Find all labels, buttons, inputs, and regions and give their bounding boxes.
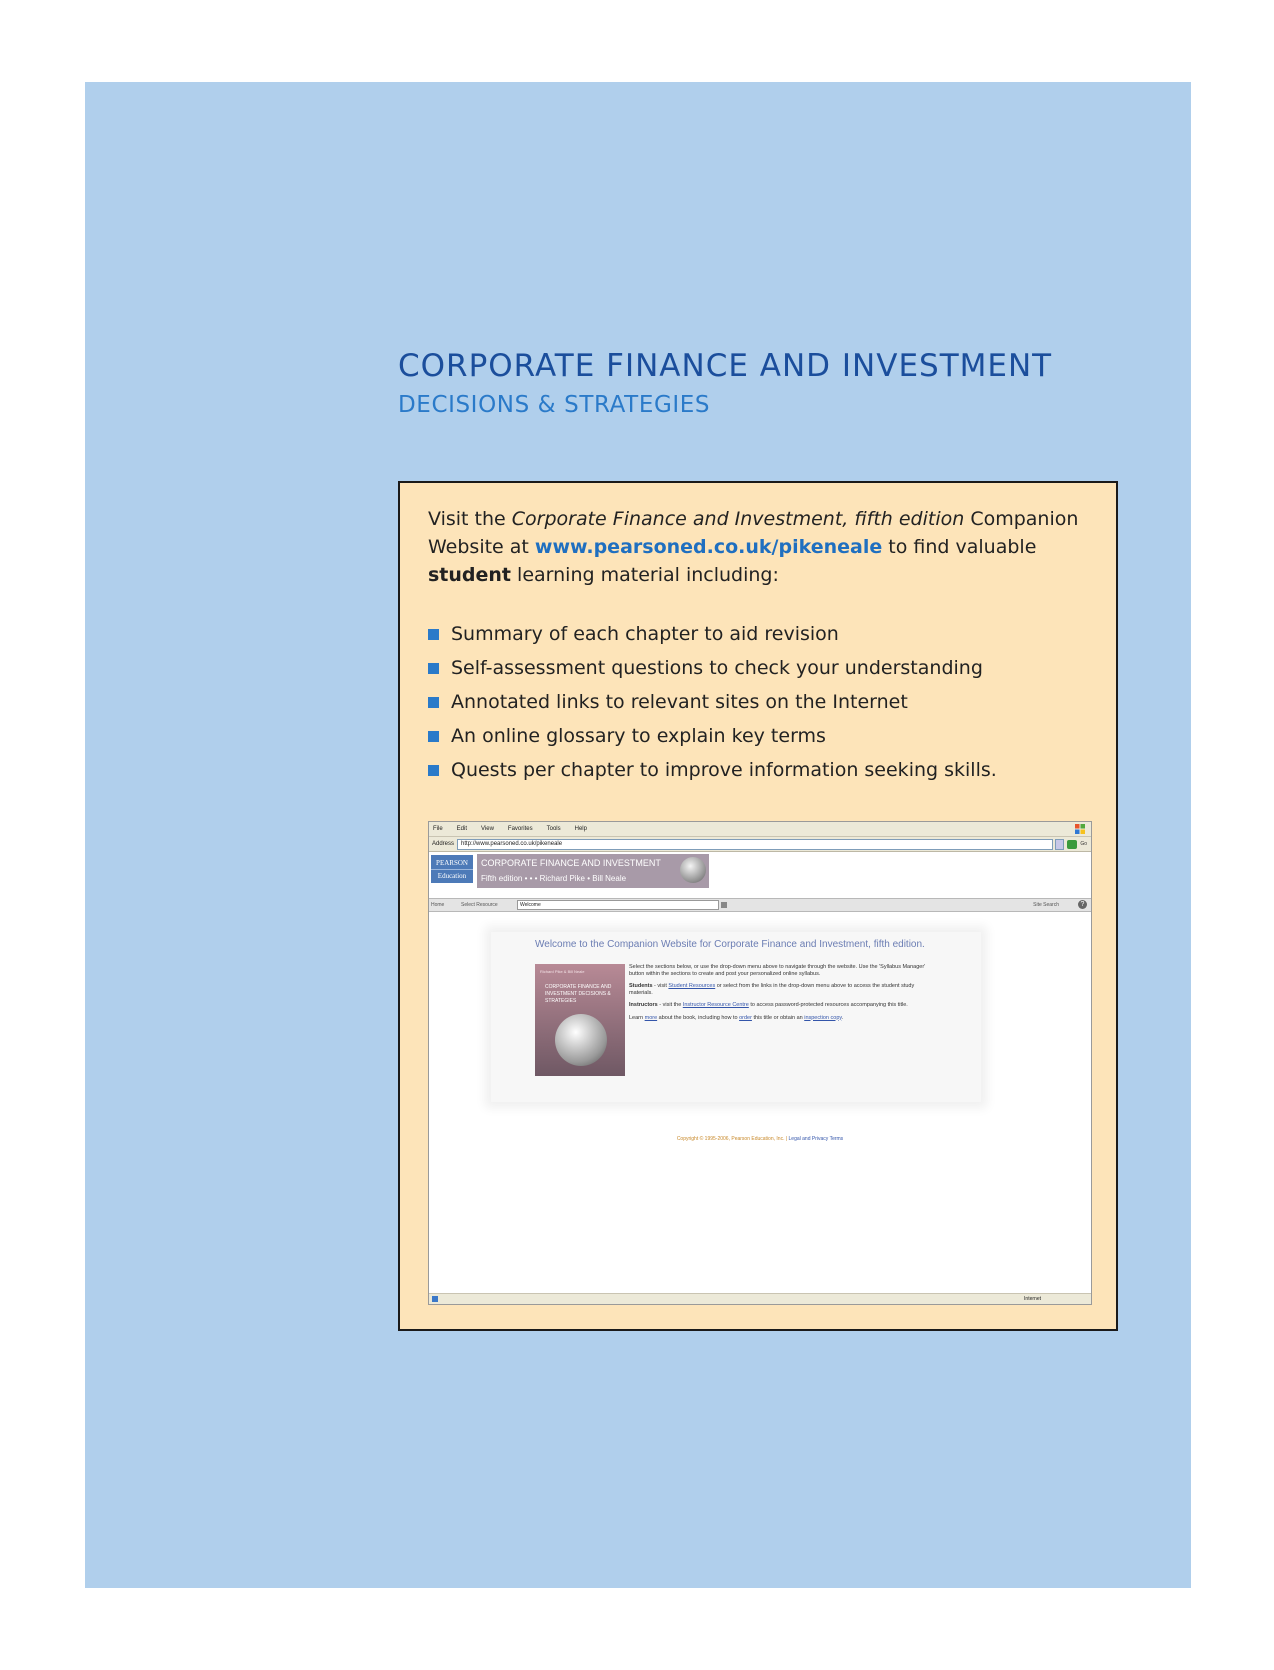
list-item: [428, 719, 1088, 753]
help-icon[interactable]: ?: [1078, 900, 1087, 909]
page-title: CORPORATE FINANCE AND INVESTMENT: [398, 348, 1053, 384]
windows-logo-icon: [1075, 824, 1085, 834]
bullet-square-icon: [428, 629, 439, 640]
list-item: [428, 685, 1088, 719]
more-link[interactable]: more: [644, 1014, 658, 1021]
intro-to-find: to find valuable: [882, 536, 1037, 558]
instructors-pre: - visit the: [657, 1002, 683, 1008]
bullet-square-icon: [428, 731, 439, 742]
menu-favorites[interactable]: Favorites: [507, 826, 533, 832]
list-item-text: An online glossary to explain key terms: [451, 725, 826, 747]
banner-subtitle: Fifth edition • • • Richard Pike • Bill Neale: [481, 874, 627, 883]
intro-text: [428, 505, 1088, 589]
intro-student: student: [428, 564, 512, 586]
pearson-logo-top: PEARSON: [431, 857, 473, 870]
menu-tools[interactable]: Tools: [546, 826, 561, 832]
menu-file[interactable]: File: [433, 826, 443, 832]
instructors-post: to access password-protected resources accompanying this title.: [748, 1002, 908, 1008]
bullet-square-icon: [428, 663, 439, 674]
copyright-text: Copyright © 1995-2006, Pearson Education, Inc. |: [676, 1136, 789, 1142]
page-subtitle: DECISIONS & STRATEGIES: [398, 392, 711, 418]
list-item: [428, 651, 1088, 685]
inspection-copy-link[interactable]: inspection copy: [804, 1014, 842, 1021]
students-pre: - visit: [652, 983, 669, 989]
learn-mid2: this title or obtain an: [751, 1014, 805, 1021]
students-post: or select from the links in the drop-down menu above to access the student study materials.: [629, 983, 915, 996]
address-dropdown-icon[interactable]: [1055, 839, 1064, 850]
resource-select[interactable]: Welcome: [517, 900, 719, 910]
address-bar: [429, 837, 1091, 852]
site-navbar: [429, 898, 1091, 912]
learn-mid: about the book, including how to: [657, 1014, 740, 1021]
security-zone: Internet: [1024, 1296, 1041, 1302]
browser-statusbar: [429, 1293, 1091, 1304]
intro-visit: Visit the: [428, 508, 512, 530]
learn-pre: Learn: [629, 1014, 645, 1021]
pearson-logo[interactable]: [431, 855, 473, 883]
instructors-label: Instructors: [629, 1002, 658, 1008]
list-item-text: Quests per chapter to improve information seeking skills.: [451, 759, 997, 781]
menu-help[interactable]: Help: [574, 826, 587, 832]
menu-edit[interactable]: Edit: [456, 826, 468, 832]
learn-end: .: [841, 1014, 844, 1021]
go-button[interactable]: Go: [1080, 841, 1087, 847]
welcome-panel: [491, 932, 981, 1102]
address-input[interactable]: http://www.pearsoned.co.uk/pikeneale: [457, 839, 1053, 850]
welcome-paragraph: Select the sections below, or use the drop-down menu above to navigate through the website. Use the 'Syllabus Manager' button within the sections to create and post your personalized online syllabus.: [629, 964, 926, 977]
list-item-text: Self-assessment questions to check your understanding: [451, 657, 983, 679]
intro-companion: Companion Website at: [428, 508, 1079, 558]
list-item: [428, 753, 1088, 787]
intro-book-title: Corporate Finance and Investment, fifth edition: [511, 508, 965, 530]
menu-view[interactable]: View: [481, 826, 494, 832]
cover-title: CORPORATE FINANCE AND INVESTMENT DECISIONS & STRATEGIES: [545, 984, 612, 1004]
learn-paragraph: [629, 1015, 939, 1022]
pearson-logo-bottom: Education: [437, 872, 467, 880]
copyright-footer: [429, 1136, 1091, 1142]
home-button[interactable]: Home: [431, 902, 445, 908]
go-arrow-icon[interactable]: [1067, 840, 1077, 849]
page-status-icon: [432, 1296, 438, 1302]
crystal-ball-icon: [680, 857, 706, 883]
companion-website-link[interactable]: www.pearsoned.co.uk/pikeneale: [534, 536, 883, 558]
instructors-paragraph: [629, 1002, 939, 1009]
bullet-square-icon: [428, 765, 439, 776]
bullet-square-icon: [428, 697, 439, 708]
students-label: Students: [629, 983, 653, 989]
students-paragraph: [629, 983, 939, 996]
instructor-resource-link[interactable]: Instructor Resource Centre: [682, 1002, 749, 1008]
list-item-text: Summary of each chapter to aid revision: [451, 623, 839, 645]
browser-menubar: [429, 822, 1091, 837]
site-header: [429, 852, 1091, 898]
intro-rest: learning material including:: [511, 564, 779, 586]
order-link[interactable]: order: [739, 1014, 752, 1021]
welcome-text: [629, 964, 939, 1027]
cover-authors: Richard Pike & Bill Neale: [540, 969, 585, 974]
site-search-label[interactable]: Site Search: [1033, 902, 1059, 908]
legal-terms-link[interactable]: Legal and Privacy Terms: [788, 1136, 844, 1142]
list-item: [428, 617, 1088, 651]
welcome-title: Welcome to the Companion Website for Corporate Finance and Investment, fifth edition.: [535, 939, 925, 950]
companion-website-box: [398, 481, 1118, 1331]
browser-screenshot: [428, 821, 1092, 1305]
book-cover-image: [535, 964, 625, 1076]
banner-title: CORPORATE FINANCE AND INVESTMENT: [481, 858, 661, 868]
chevron-down-icon[interactable]: [721, 902, 727, 908]
list-item-text: Annotated links to relevant sites on the Internet: [451, 691, 908, 713]
student-resources-link[interactable]: Student Resources: [668, 983, 716, 989]
features-list: [428, 617, 1088, 787]
select-resource-label: Select Resource: [461, 902, 498, 908]
address-label: Address: [432, 841, 455, 847]
book-banner: [477, 854, 709, 888]
crystal-ball-icon: [555, 1014, 607, 1066]
